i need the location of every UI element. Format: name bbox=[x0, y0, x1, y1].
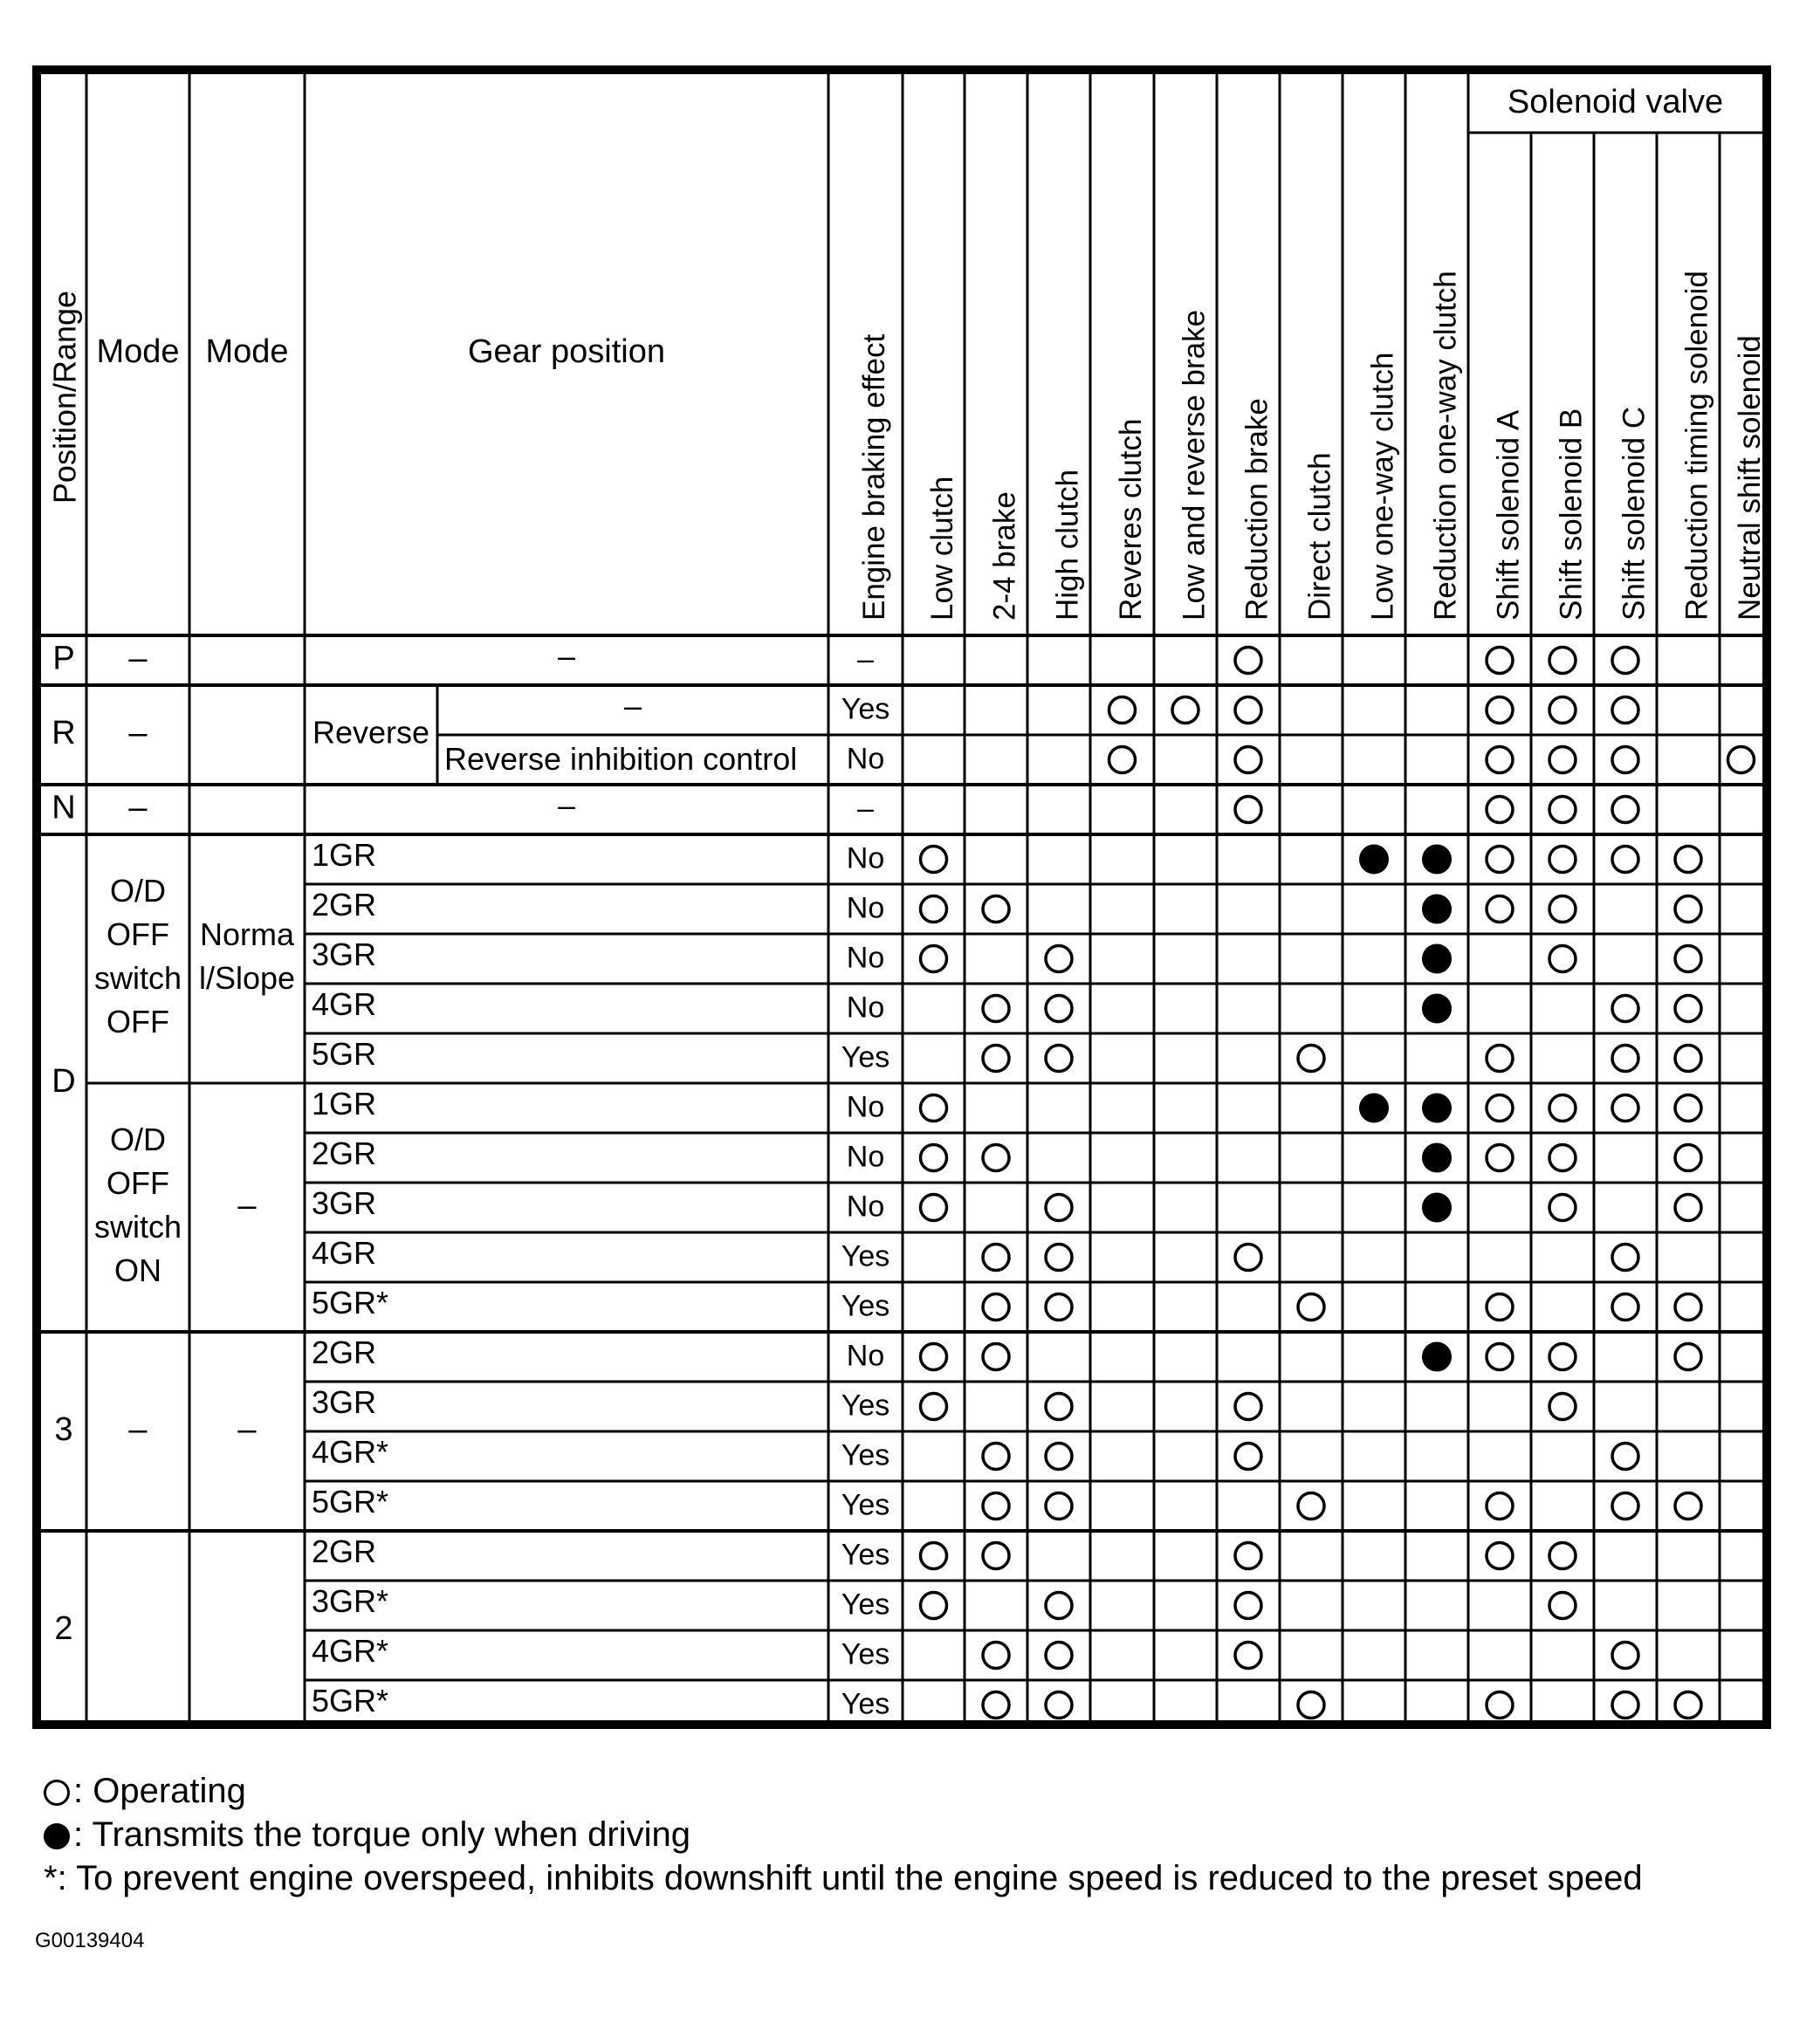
component-header-9: Reduction one-way clutch bbox=[1428, 271, 1463, 621]
operating-mark bbox=[983, 1294, 1009, 1321]
operating-mark bbox=[1487, 1692, 1513, 1719]
mode1-line: switch bbox=[93, 1209, 182, 1245]
operating-mark bbox=[1675, 1493, 1701, 1520]
operating-mark bbox=[1549, 1095, 1576, 1122]
engine-braking-cell: No bbox=[846, 1090, 885, 1124]
operating-mark bbox=[1549, 697, 1576, 724]
operating-mark bbox=[1235, 1643, 1261, 1669]
mode-header: Mode bbox=[96, 333, 180, 371]
operating-mark bbox=[1235, 1444, 1261, 1470]
engine-braking-cell: No bbox=[846, 991, 885, 1025]
mode2-cell: – bbox=[237, 1411, 257, 1449]
operating-mark bbox=[1549, 747, 1576, 773]
operating-mark bbox=[1046, 1195, 1072, 1221]
component-header-14: Neutral shift solenoid bbox=[1732, 335, 1767, 621]
operating-mark bbox=[1612, 1493, 1638, 1520]
operating-mark bbox=[921, 1195, 947, 1221]
component-header-1: Low clutch bbox=[924, 476, 959, 621]
position-range-cell-4: 3 bbox=[54, 1411, 73, 1449]
operating-mark bbox=[1235, 747, 1261, 773]
gear-cell: 5GR* bbox=[312, 1683, 389, 1719]
component-header-5: Low and reverse brake bbox=[1177, 309, 1212, 621]
operating-mark bbox=[921, 1394, 947, 1420]
operating-mark bbox=[921, 1145, 947, 1171]
operating-mark bbox=[1728, 747, 1755, 773]
operating-mark bbox=[1235, 1593, 1261, 1619]
mode1-cell: – bbox=[128, 640, 148, 677]
engine-braking-cell: No bbox=[846, 1339, 885, 1373]
operating-mark bbox=[1675, 847, 1701, 873]
operating-mark bbox=[1487, 697, 1513, 724]
operating-mark bbox=[1675, 1095, 1701, 1122]
operating-mark bbox=[1612, 747, 1638, 773]
mode1-line: ON bbox=[114, 1252, 161, 1289]
operating-mark bbox=[1612, 1643, 1638, 1669]
operating-mark bbox=[1612, 697, 1638, 724]
gear-cell: 4GR bbox=[312, 986, 377, 1023]
operating-mark bbox=[1549, 1593, 1576, 1619]
gear-cell: – bbox=[557, 787, 576, 824]
mode1-cell: – bbox=[128, 715, 148, 752]
operating-mark bbox=[1235, 648, 1261, 674]
operating-mark bbox=[1675, 1195, 1701, 1221]
operating-mark bbox=[1298, 1046, 1324, 1072]
operating-mark bbox=[1612, 1046, 1638, 1072]
operating-mark bbox=[1235, 1245, 1261, 1271]
operating-mark bbox=[921, 847, 947, 873]
operating-mark bbox=[1487, 1294, 1513, 1321]
engine-braking-cell: Yes bbox=[841, 1289, 890, 1323]
gear-cell: 5GR* bbox=[312, 1484, 389, 1520]
engine-braking-cell: No bbox=[846, 941, 885, 975]
reverse-label: Reverse bbox=[312, 714, 430, 751]
mode2-cell: – bbox=[237, 1187, 257, 1225]
operating-mark bbox=[1549, 1195, 1576, 1221]
operating-mark bbox=[983, 896, 1009, 923]
operating-mark bbox=[1487, 847, 1513, 873]
torque-mark bbox=[1423, 846, 1451, 874]
engine-braking-cell: No bbox=[846, 1190, 885, 1224]
gear-cell: 2GR bbox=[312, 887, 377, 923]
operating-mark bbox=[1046, 996, 1072, 1022]
legend-torque bbox=[44, 1814, 690, 1856]
engine-braking-cell: Yes bbox=[841, 1588, 890, 1622]
operating-mark bbox=[1487, 1543, 1513, 1569]
operating-mark bbox=[1298, 1692, 1324, 1719]
gear-cell: 3GR bbox=[312, 1384, 377, 1421]
operating-mark bbox=[983, 1543, 1009, 1569]
operating-mark bbox=[1675, 1145, 1701, 1171]
component-header-7: Direct clutch bbox=[1302, 452, 1337, 621]
engine-braking-cell: No bbox=[846, 891, 885, 925]
operating-mark bbox=[1675, 996, 1701, 1022]
operating-mark bbox=[1549, 797, 1576, 823]
operating-mark bbox=[1612, 797, 1638, 823]
operating-mark bbox=[1487, 747, 1513, 773]
operating-mark bbox=[1675, 1046, 1701, 1072]
operating-mark bbox=[983, 1493, 1009, 1520]
position-range-cell-2: N bbox=[52, 789, 76, 827]
engine-braking-cell: No bbox=[846, 742, 885, 776]
mode1-cell: – bbox=[128, 1411, 148, 1449]
gear-cell: 3GR bbox=[312, 1185, 377, 1222]
component-header-12: Shift solenoid C bbox=[1617, 406, 1652, 621]
operating-mark bbox=[1487, 797, 1513, 823]
gear-cell: 3GR bbox=[312, 936, 377, 973]
solenoid-valve-header: Solenoid valve bbox=[1507, 84, 1724, 121]
mode1-line: OFF bbox=[106, 1165, 169, 1202]
position-range-header: Position/Range bbox=[46, 290, 83, 504]
torque-mark bbox=[1360, 846, 1388, 874]
operating-mark bbox=[983, 1444, 1009, 1470]
operating-mark bbox=[1172, 697, 1198, 724]
mode1-line: OFF bbox=[106, 916, 169, 953]
position-range-cell-0: P bbox=[52, 640, 75, 677]
legend-note bbox=[44, 1857, 1643, 1899]
operating-mark bbox=[1549, 648, 1576, 674]
component-header-0: Engine braking effect bbox=[856, 333, 891, 621]
component-header-2: 2-4 brake bbox=[987, 491, 1022, 621]
gear-cell: 4GR* bbox=[312, 1434, 389, 1471]
operating-mark bbox=[1235, 697, 1261, 724]
operating-mark bbox=[1487, 1344, 1513, 1370]
legend-torque-text: : Transmits the torque only when driving bbox=[73, 1815, 691, 1854]
operating-mark bbox=[1675, 1294, 1701, 1321]
mode1-line: switch bbox=[93, 960, 182, 997]
operating-mark bbox=[1235, 1543, 1261, 1569]
operating-mark bbox=[983, 1046, 1009, 1072]
mode-header-2: Mode bbox=[205, 333, 289, 371]
operating-mark bbox=[1675, 1344, 1701, 1370]
torque-mark bbox=[1423, 1094, 1451, 1122]
operating-mark bbox=[1046, 1294, 1072, 1321]
operating-mark bbox=[983, 1344, 1009, 1370]
engine-braking-cell: – bbox=[857, 642, 874, 676]
operating-mark bbox=[1612, 847, 1638, 873]
torque-mark bbox=[1423, 995, 1451, 1023]
open-circle-icon bbox=[44, 1780, 70, 1806]
operating-mark bbox=[983, 1145, 1009, 1171]
operating-mark bbox=[983, 1643, 1009, 1669]
operating-mark bbox=[1549, 1394, 1576, 1420]
gear-cell: 1GR bbox=[312, 837, 377, 874]
operating-mark bbox=[1046, 1394, 1072, 1420]
engine-braking-cell: Yes bbox=[841, 1239, 890, 1273]
gear-cell: 2GR bbox=[312, 1334, 377, 1371]
torque-mark bbox=[1423, 1194, 1451, 1222]
operating-mark bbox=[983, 996, 1009, 1022]
operating-mark bbox=[921, 896, 947, 923]
operating-mark bbox=[1612, 1294, 1638, 1321]
component-header-6: Reduction brake bbox=[1240, 398, 1274, 621]
operating-mark bbox=[921, 1543, 947, 1569]
operating-mark bbox=[921, 1593, 947, 1619]
filled-circle-icon bbox=[44, 1823, 70, 1849]
operating-mark bbox=[1235, 797, 1261, 823]
legend-operating bbox=[44, 1770, 246, 1812]
engine-braking-cell: Yes bbox=[841, 1438, 890, 1472]
gear-cell: 2GR bbox=[312, 1135, 377, 1172]
operating-mark bbox=[1612, 648, 1638, 674]
operating-mark bbox=[921, 1095, 947, 1122]
operating-mark bbox=[1046, 1593, 1072, 1619]
component-header-4: Reveres clutch bbox=[1113, 418, 1148, 621]
gear-cell: 5GR* bbox=[312, 1285, 389, 1321]
engine-braking-cell: Yes bbox=[841, 1637, 890, 1671]
engine-braking-cell: Yes bbox=[841, 1488, 890, 1522]
operating-mark bbox=[1612, 1095, 1638, 1122]
mode2-line: l/Slope bbox=[198, 960, 296, 997]
gear-cell: 2GR bbox=[312, 1533, 377, 1570]
mode1-line: OFF bbox=[106, 1004, 169, 1040]
position-range-cell-1: R bbox=[52, 715, 76, 752]
operating-mark bbox=[1487, 648, 1513, 674]
gear-cell: – bbox=[557, 638, 576, 675]
mode1-line: O/D bbox=[109, 873, 167, 909]
operating-mark bbox=[1675, 946, 1701, 972]
engine-braking-cell: Yes bbox=[841, 1687, 890, 1721]
operating-mark bbox=[1046, 1493, 1072, 1520]
operating-mark bbox=[1109, 747, 1136, 773]
mode2-line: Norma bbox=[199, 916, 295, 953]
operating-mark bbox=[1487, 1493, 1513, 1520]
operating-mark bbox=[1549, 1344, 1576, 1370]
mode1-line: O/D bbox=[109, 1122, 167, 1158]
engine-braking-cell: No bbox=[846, 841, 885, 875]
component-header-3: High clutch bbox=[1050, 469, 1085, 621]
torque-mark bbox=[1423, 1343, 1451, 1371]
position-range-cell-3: D bbox=[52, 1063, 76, 1101]
operating-mark bbox=[1487, 1046, 1513, 1072]
component-header-8: Low one-way clutch bbox=[1365, 352, 1400, 621]
torque-mark bbox=[1423, 1144, 1451, 1172]
operating-mark bbox=[1109, 697, 1136, 724]
operating-mark bbox=[1549, 847, 1576, 873]
gear-cell: Reverse inhibition control bbox=[444, 741, 798, 778]
operating-mark bbox=[983, 1692, 1009, 1719]
engine-braking-cell: Yes bbox=[841, 1538, 890, 1572]
operating-mark bbox=[1046, 1444, 1072, 1470]
operating-mark bbox=[1235, 1394, 1261, 1420]
operating-mark bbox=[1612, 1692, 1638, 1719]
operating-mark bbox=[1549, 946, 1576, 972]
operating-mark bbox=[1612, 996, 1638, 1022]
legend-note-text: *: To prevent engine overspeed, inhibits downshift until the engine speed is reduced to the preset speed bbox=[44, 1859, 1643, 1897]
legend-operating-text: : Operating bbox=[73, 1772, 246, 1810]
engine-braking-cell: Yes bbox=[841, 1389, 890, 1423]
engine-braking-cell: No bbox=[846, 1140, 885, 1174]
engine-braking-cell: Yes bbox=[841, 692, 890, 726]
operating-mark bbox=[1487, 1095, 1513, 1122]
operating-mark bbox=[1046, 1245, 1072, 1271]
operating-mark bbox=[1549, 1145, 1576, 1171]
gear-cell: – bbox=[623, 688, 642, 724]
gear-position-header: Gear position bbox=[467, 333, 666, 371]
torque-mark bbox=[1360, 1094, 1388, 1122]
document-id: G00139404 bbox=[35, 1929, 145, 1952]
position-range-cell-5: 2 bbox=[54, 1610, 73, 1648]
operating-mark bbox=[1675, 896, 1701, 923]
operating-mark bbox=[1675, 1692, 1701, 1719]
operating-mark bbox=[1487, 896, 1513, 923]
gear-cell: 3GR* bbox=[312, 1583, 389, 1620]
operating-mark bbox=[1549, 896, 1576, 923]
operating-mark bbox=[1046, 1692, 1072, 1719]
component-header-13: Reduction timing solenoid bbox=[1679, 271, 1714, 621]
gear-cell: 4GR* bbox=[312, 1633, 389, 1670]
operating-mark bbox=[1298, 1294, 1324, 1321]
operating-mark bbox=[1298, 1493, 1324, 1520]
component-header-11: Shift solenoid B bbox=[1554, 408, 1589, 621]
operating-mark bbox=[1612, 1444, 1638, 1470]
operating-mark bbox=[921, 946, 947, 972]
mode1-cell: – bbox=[128, 789, 148, 827]
operating-mark bbox=[983, 1245, 1009, 1271]
operating-mark bbox=[1549, 1543, 1576, 1569]
gear-cell: 1GR bbox=[312, 1086, 377, 1122]
gear-cell: 5GR bbox=[312, 1036, 377, 1073]
torque-mark bbox=[1423, 945, 1451, 973]
gear-cell: 4GR bbox=[312, 1235, 377, 1272]
operating-mark bbox=[1046, 1643, 1072, 1669]
torque-mark bbox=[1423, 895, 1451, 923]
component-header-10: Shift solenoid A bbox=[1491, 409, 1526, 621]
operating-mark bbox=[1046, 1046, 1072, 1072]
operating-mark bbox=[1612, 1245, 1638, 1271]
engine-braking-cell: – bbox=[857, 792, 874, 826]
operating-mark bbox=[1046, 946, 1072, 972]
shift-operation-table bbox=[32, 65, 1771, 1729]
engine-braking-cell: Yes bbox=[841, 1040, 890, 1074]
operating-mark bbox=[1487, 1145, 1513, 1171]
operating-mark bbox=[921, 1344, 947, 1370]
